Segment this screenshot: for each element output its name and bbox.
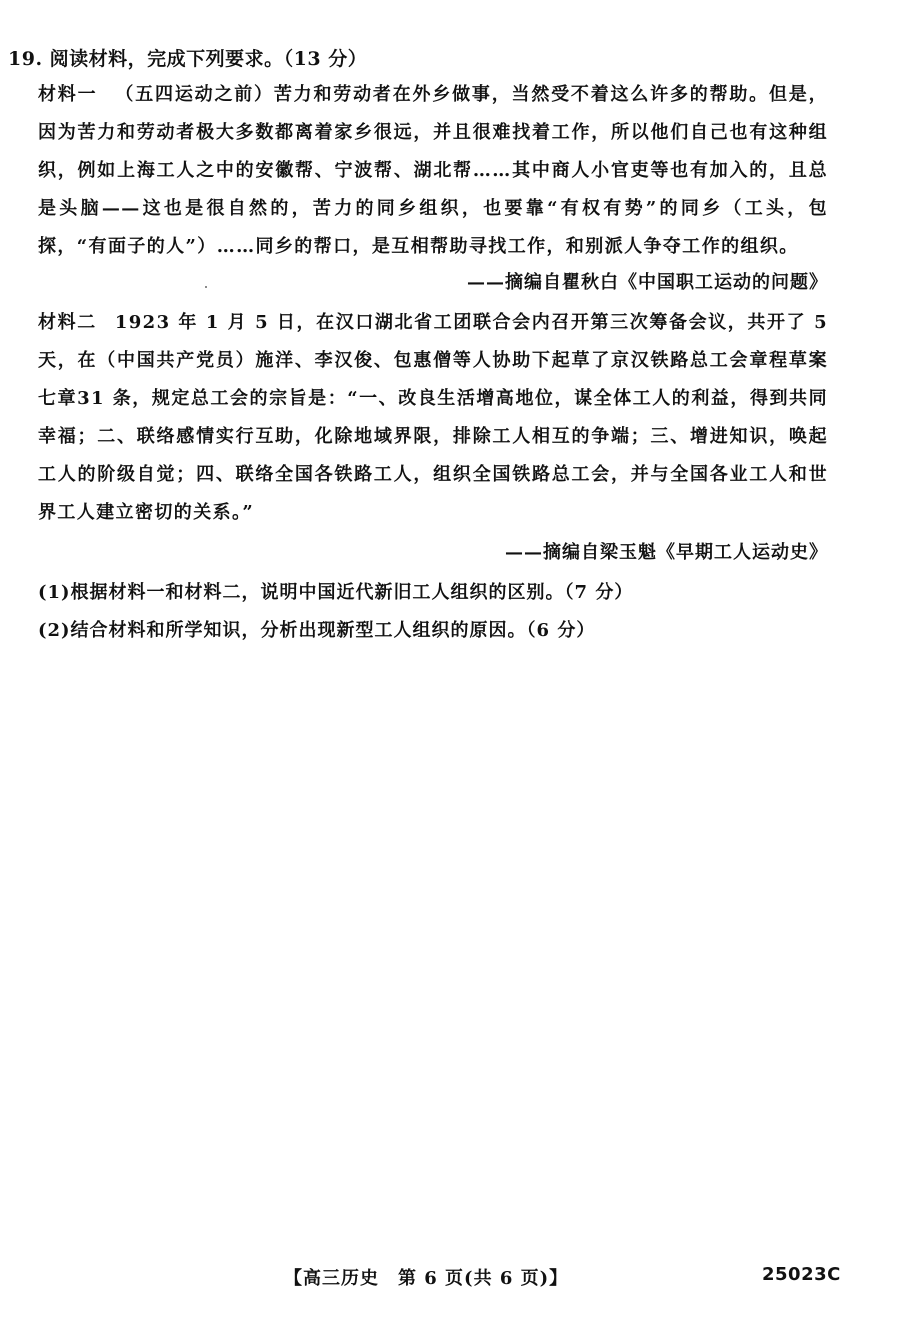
page-footer: 【高三历史 第 6 页(共 6 页)】	[284, 1268, 569, 1289]
material-one-label: 材料一	[38, 84, 98, 105]
material-one-source: ——摘编自瞿秋白《中国职工运动的问题》	[467, 272, 828, 293]
material-two	[38, 304, 828, 532]
material-two-label: 材料二	[38, 312, 97, 333]
scan-speck	[205, 286, 207, 288]
sub-question-2: (2)结合材料和所学知识，分析出现新型工人组织的原因。（6 分）	[38, 620, 596, 641]
paper-code: 25023C	[762, 1264, 841, 1285]
material-two-text: 1923 年 1 月 5 日，在汉口湖北省工团联合会内召开第三次筹备会议，共开了 5 天，在（中国共产党员）施洋、李汉俊、包惠僧等人协助下起草了京汉铁路总工会章程草案七章31 条，规定总工会的宗旨是：“一、改良生活增高地位，谋全体工人的利益，得到共同幸福；二、联络感情实行互助，化除地域界限，排除工人相互的争端；三、增进知识，唤起工人的阶级自觉；四、联络全国各铁路工人，组织全国铁路总工会，并与全国各业工人和世界工人建立密切的关系。”	[38, 312, 828, 523]
material-two-source: ——摘编自梁玉魁《早期工人运动史》	[505, 542, 828, 563]
question-header: 19. 阅读材料，完成下列要求。（13 分）	[8, 48, 368, 70]
sub-question-1: (1)根据材料一和材料二，说明中国近代新旧工人组织的区别。（7 分）	[38, 582, 634, 603]
material-one	[38, 76, 828, 266]
material-one-text: （五四运动之前）苦力和劳动者在外乡做事，当然受不着这么许多的帮助。但是，因为苦力和劳动者极大多数都离着家乡很远，并且很难找着工作，所以他们自己也有这种组织，例如上海工人之中的安徽帮、宁波帮、湖北帮……其中商人小官吏等也有加入的，且总是头脑——这也是很自然的，苦力的同乡组织，也要靠“有权有势”的同乡（工头，包探，“有面子的人”）……同乡的帮口，是互相帮助寻找工作，和别派人争夺工作的组织。	[38, 84, 828, 257]
